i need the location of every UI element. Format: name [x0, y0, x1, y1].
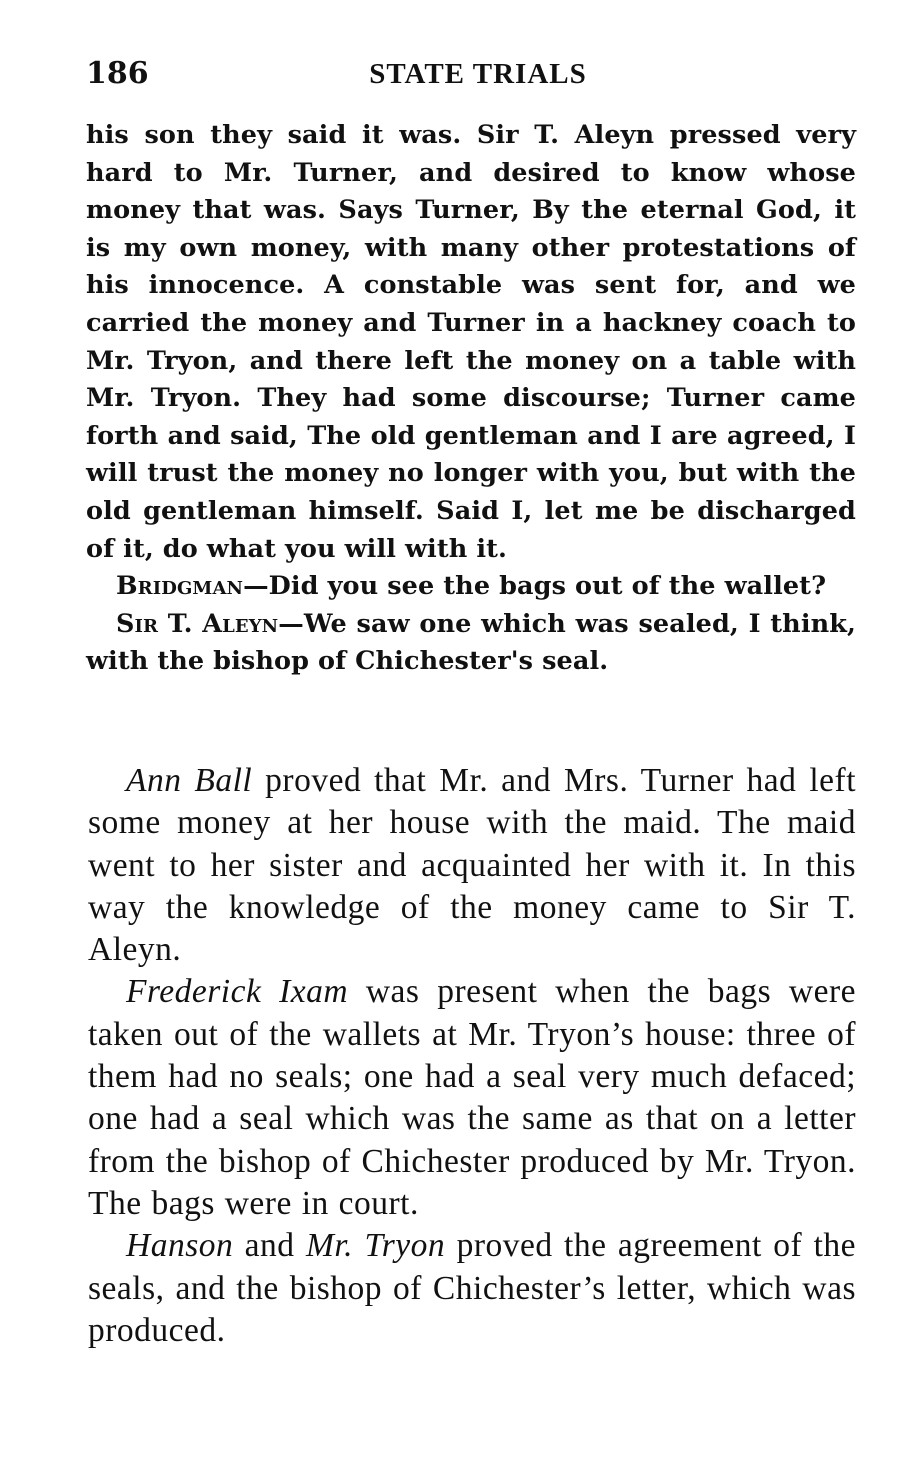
- paragraph-text: proved that Mr. and Mrs. Turner had left some money at her house with the maid. The maid went to her sister and acquainted her with it. In this way the knowledge of the money came to Sir T. Aleyn.: [88, 762, 856, 969]
- speaker-name: Bridgman: [116, 571, 244, 602]
- summary-paragraph: [88, 971, 856, 1225]
- page-number: 186: [86, 56, 149, 91]
- running-head: [86, 52, 856, 96]
- running-title: STATE TRIALS: [369, 58, 587, 90]
- speaker-name: Sir T. Aleyn: [116, 608, 279, 639]
- summary-section: [88, 760, 856, 1352]
- paragraph-text: proved the agreement of the seals, and the bishop of Chichester’s letter, which was produced.: [88, 1227, 857, 1349]
- witness-name: Ann Ball: [126, 762, 253, 799]
- summary-paragraph: [88, 760, 856, 971]
- witness-name: Mr. Tryon: [305, 1227, 446, 1265]
- name-connector: and: [233, 1227, 306, 1265]
- witness-name: Frederick Ixam: [126, 973, 349, 1011]
- summary-paragraph: [88, 1225, 856, 1352]
- paragraph-text: was present when the bags were taken out of the wallets at Mr. Tryon’s house: three of them had no seals; one had a seal very much defaced; one had a seal which was the same as that on a letter from the bishop of Chichester produced by Mr. Tryon. The bags were in court.: [88, 973, 856, 1222]
- testimony-paragraph: his son they said it was. Sir T. Aleyn pressed very hard to Mr. Turner, and desired to know whose money that was. Says Turner, By the eternal God, it is my own money, with many other protestations of his innocence. A constable was sent for, and we carried the money and Turner in a hackney coach to Mr. Tryon, and there left the money on a table with Mr. Tryon. They had some discourse; Turner came forth and said, The old gentleman and I are agreed, I will trust the money no longer with you, but with the old gentleman himself. Said I, let me be discharged of it, do what you will with it.: [86, 120, 856, 564]
- speech-text: —Did you see the bags out of the wallet?: [243, 571, 827, 602]
- testimony-section: [86, 117, 856, 681]
- speech-line: [86, 606, 856, 681]
- speech-line: [86, 568, 856, 606]
- speech-text: —We saw one which was sealed, I think, with the bishop of Chichester's seal.: [86, 608, 856, 677]
- witness-name: Hanson: [126, 1227, 234, 1265]
